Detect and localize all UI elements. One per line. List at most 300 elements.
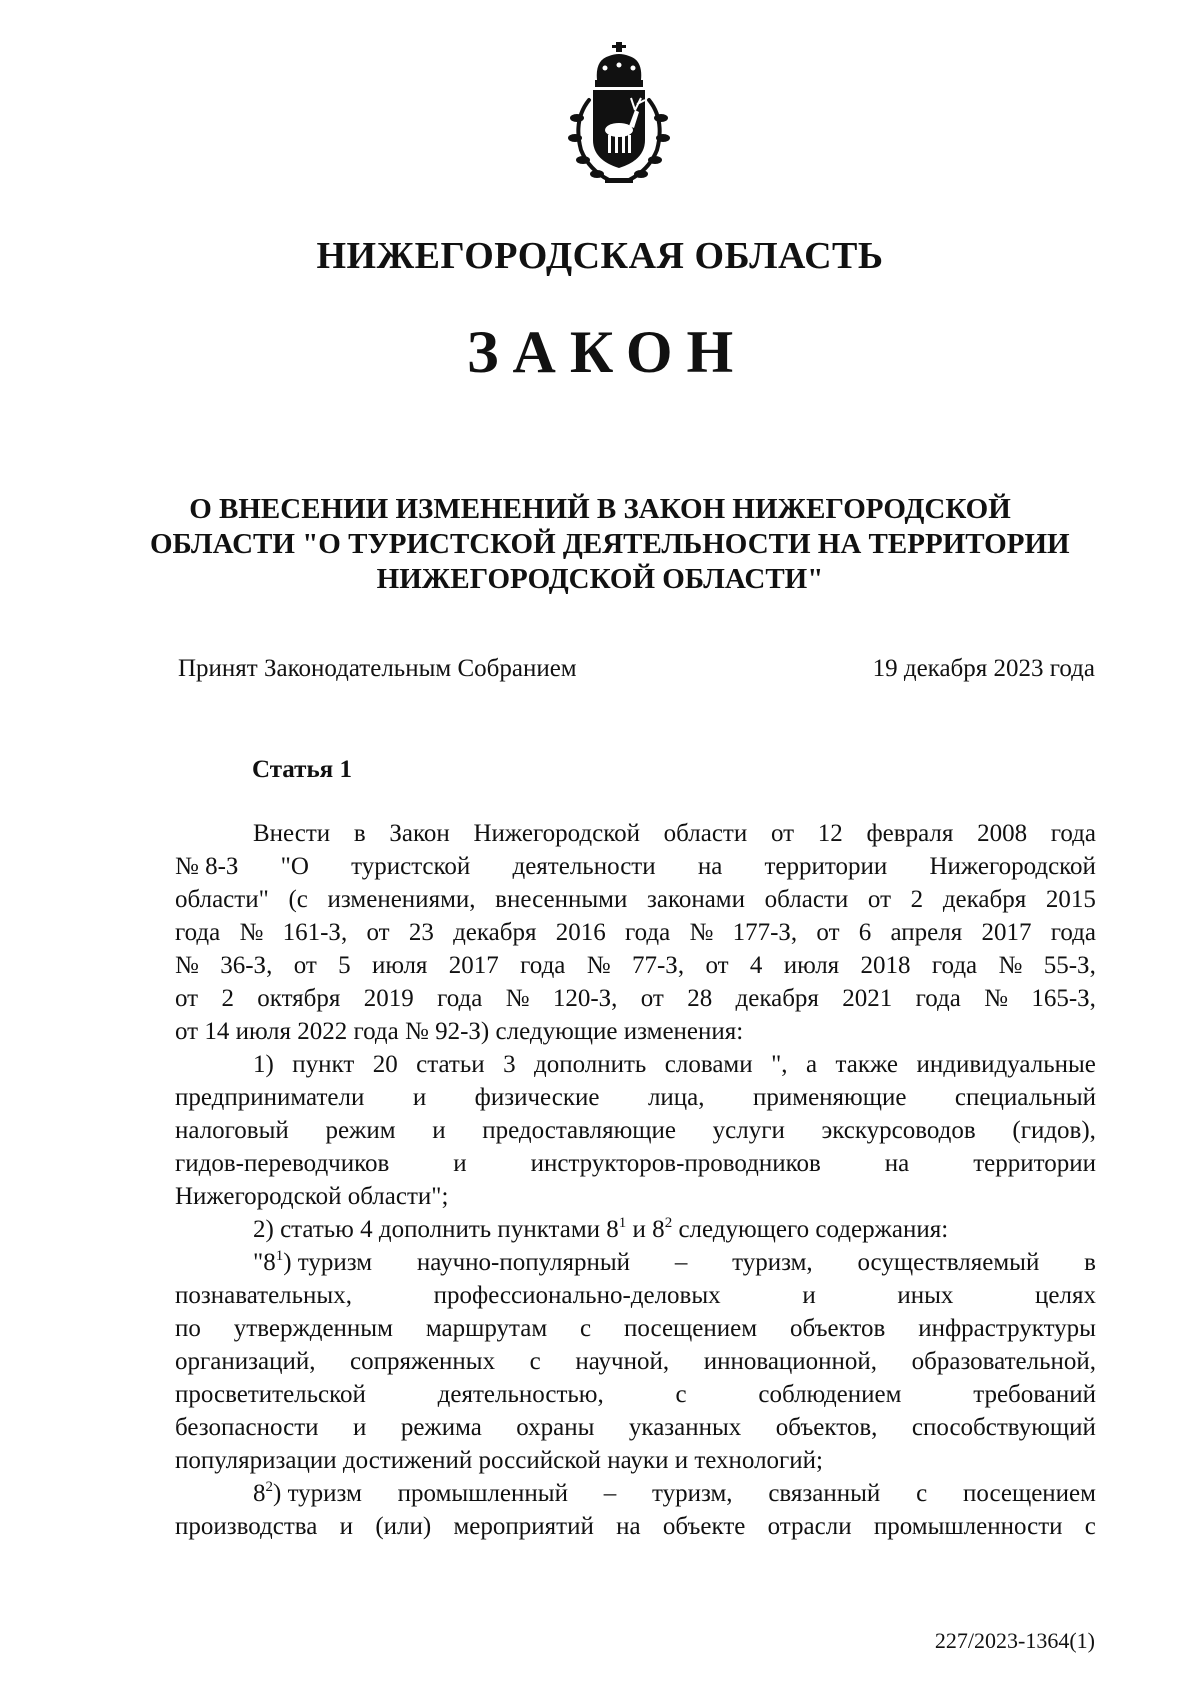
body-word-part: инфраструктуры (918, 1315, 1096, 1342)
body-word (475, 1081, 600, 1114)
body-word-part: № (998, 952, 1023, 979)
body-word (689, 916, 713, 949)
body-word-part: способствующий (911, 1414, 1096, 1441)
body-word (912, 1411, 1096, 1444)
body-word (713, 1114, 785, 1147)
law-title-line: О ВНЕСЕНИИ ИЗМЕНЕНИЙ В ЗАКОН НИЖЕГОРОДСКОЙ (189, 493, 1011, 525)
body-word (1044, 949, 1096, 982)
body-line (175, 1312, 1096, 1345)
body-word (750, 949, 763, 982)
body-word (281, 850, 309, 883)
body-word (372, 949, 427, 982)
law-title-line: ОБЛАСТИ "О ТУРИСТСКОЙ ДЕЯТЕЛЬНОСТИ НА ТЕРРИТОРИИ (150, 528, 1070, 560)
body-word-part: июля (783, 952, 840, 979)
body-word (929, 850, 1095, 883)
body-word (897, 1279, 953, 1312)
adoption-label: Принят Законодательным Собранием (178, 655, 577, 682)
body-word (784, 949, 839, 982)
body-word (647, 883, 745, 916)
body-word (575, 1345, 669, 1378)
body-word-part: 3 (503, 1051, 516, 1078)
body-word (175, 1510, 317, 1543)
body-word (534, 1048, 646, 1081)
body-word-part: ) туризм (283, 1249, 373, 1276)
body-word (340, 1510, 353, 1543)
body-word (1046, 883, 1096, 916)
body-word (963, 1477, 1096, 1510)
body-word-part: познавательных, (175, 1282, 352, 1309)
body-word-part: режим (325, 1117, 396, 1144)
body-word-part: дополнить (534, 1051, 647, 1078)
body-word (790, 1312, 885, 1345)
body-word-part: № (984, 985, 1008, 1012)
body-word (175, 1345, 315, 1378)
body-word-part: в (353, 820, 366, 847)
body-word (288, 883, 307, 916)
body-word-part: (гидов), (1012, 1117, 1096, 1144)
body-word-part: научной, (575, 1348, 670, 1375)
body-word-part: 177-З, (732, 919, 798, 946)
body-word (842, 982, 892, 1015)
body-word (676, 1378, 687, 1411)
body-line (175, 949, 1096, 982)
body-word-part: и 8 (626, 1216, 665, 1243)
body-word-part: 2017 (448, 952, 499, 979)
body-word-part: 161-З, (282, 919, 348, 946)
body-word (652, 1477, 733, 1510)
body-word (220, 949, 272, 982)
body-word-part: года (915, 985, 961, 1012)
body-word-part: 2 (221, 985, 234, 1012)
body-word (175, 883, 269, 916)
body-word (426, 1312, 547, 1345)
body-word-part: (с (288, 886, 308, 913)
body-line (175, 1048, 1096, 1081)
body-word-part: с (580, 1315, 592, 1342)
body-word-part: словами (664, 1051, 753, 1078)
body-word-part: декабря (942, 886, 1027, 913)
body-word (175, 1312, 201, 1345)
body-word-part: 77-З, (631, 952, 685, 979)
body-word (175, 1180, 448, 1213)
body-word (453, 1510, 593, 1543)
body-word (955, 1081, 1096, 1114)
body-word (859, 916, 872, 949)
body-word-part: 2018 (860, 952, 911, 979)
body-word-part: требований (973, 1381, 1096, 1408)
body-line (175, 1411, 1096, 1444)
body-line (175, 1213, 1096, 1246)
body-word-part: декабря (735, 985, 819, 1012)
body-word-part: на (616, 1513, 641, 1540)
body-word (389, 817, 449, 850)
body-word-part: 5 (338, 952, 351, 979)
body-word-part: области" (175, 886, 269, 913)
body-word-part: объекте (662, 1513, 746, 1540)
body-word (758, 1378, 901, 1411)
body-word-part: связанный (768, 1480, 881, 1507)
body-word-part: июля (372, 952, 428, 979)
body-word-part: 6 (858, 919, 872, 946)
body-word (648, 1081, 705, 1114)
body-word (932, 949, 977, 982)
body-word-part: № 8-З (175, 853, 239, 880)
body-word-part: физические (474, 1084, 600, 1111)
body-word-part: 20 (372, 1051, 398, 1078)
body-word (918, 1312, 1096, 1345)
body-word (776, 1411, 878, 1444)
body-line (175, 1444, 1096, 1477)
body-word-part: и (339, 1513, 354, 1540)
body-word (175, 949, 199, 982)
body-word-part: налоговый (175, 1117, 289, 1144)
body-word-part: иных (897, 1282, 954, 1309)
body-word (765, 883, 849, 916)
body-word (257, 982, 340, 1015)
body-word-part: Внести (253, 820, 331, 847)
body-word (861, 949, 911, 982)
body-line (175, 982, 1096, 1015)
body-word (912, 1345, 1096, 1378)
law-title (150, 492, 1070, 597)
body-word-part: просветительской (175, 1381, 366, 1408)
body-word-part: посещением (962, 1480, 1096, 1507)
body-word (292, 1048, 354, 1081)
document-type-heading: ЗАКОН (466, 319, 748, 385)
body-line (175, 916, 1096, 949)
body-word (771, 1048, 787, 1081)
body-word (325, 1114, 395, 1147)
body-word-part: научно-популярный (416, 1249, 631, 1276)
region-heading: НИЖЕГОРОДСКАЯ ОБЛАСТЬ (316, 235, 884, 277)
body-word-part: 2016 (555, 919, 606, 946)
body-word-part: внесенными (495, 886, 628, 913)
body-word-part: соблюдением (758, 1381, 902, 1408)
body-word (733, 916, 798, 949)
body-word (625, 916, 670, 949)
body-word-part: 2 (910, 886, 924, 913)
body-word-part: утвержденным (233, 1315, 393, 1342)
body-word-part: от (640, 985, 664, 1012)
body-word (616, 1510, 640, 1543)
body-word (294, 949, 317, 982)
body-word-part: с (916, 1480, 928, 1507)
body-word-part: индивидуальные (916, 1051, 1096, 1078)
body-word (768, 1477, 880, 1510)
body-word-part: деятельностью, (437, 1381, 604, 1408)
body-word-part: изменениями, (327, 886, 476, 913)
body-word (556, 916, 606, 949)
body-word-part: 1) (253, 1051, 274, 1078)
body-word-part: указанных (628, 1414, 742, 1441)
body-word-part: года (624, 919, 671, 946)
body-word (629, 1411, 741, 1444)
body-word (580, 1312, 591, 1345)
body-word (375, 1510, 431, 1543)
body-word-part: № (689, 919, 714, 946)
body-word-part: от (175, 985, 199, 1012)
body-word-part: № (175, 952, 199, 979)
body-word-part: инструкторов-проводников (530, 1150, 821, 1177)
body-word-part: – (674, 1249, 688, 1276)
body-word-part: инновационной, (703, 1348, 878, 1375)
body-word (916, 1048, 1095, 1081)
body-word-part: экскурсоводов (821, 1117, 976, 1144)
body-word (175, 850, 238, 883)
body-word-part: объектов, (775, 1414, 878, 1441)
body-word (516, 1411, 594, 1444)
body-word-part: статьи (416, 1051, 485, 1078)
body-word-part: 28 (687, 985, 713, 1012)
body-word (768, 1510, 852, 1543)
body-word (984, 982, 1008, 1015)
body-word (366, 916, 389, 949)
body-word (495, 883, 627, 916)
body-word-part: и (453, 1150, 467, 1177)
body-word-part: Нижегородской (473, 820, 640, 847)
body-word (632, 949, 684, 982)
body-word (253, 1213, 948, 1246)
body-word-part: ) туризм (273, 1480, 362, 1507)
body-line (175, 883, 1096, 916)
body-word-part: с (1084, 1513, 1096, 1540)
body-word-part: мероприятий (453, 1513, 594, 1540)
body-word (482, 1114, 676, 1147)
body-word-part: применяющие (753, 1084, 907, 1111)
body-word (916, 1477, 927, 1510)
body-word (771, 817, 794, 850)
body-word-part: 2008 (977, 820, 1028, 847)
body-word-part: от (293, 952, 317, 979)
body-word (253, 1048, 274, 1081)
article-body (175, 817, 1096, 1543)
body-word (874, 1510, 1063, 1543)
coat-of-arms-emblem (559, 40, 679, 190)
body-word-part: и (432, 1117, 446, 1144)
law-title-line: НИЖЕГОРОДСКОЙ ОБЛАСТИ" (376, 563, 824, 595)
body-word-part: территории (973, 1150, 1096, 1177)
body-word-part: 36-З, (220, 952, 273, 979)
body-word (512, 850, 655, 883)
body-word (698, 850, 722, 883)
body-word (506, 982, 530, 1015)
body-line (175, 1147, 1096, 1180)
body-word (239, 916, 263, 949)
body-word-part: по (175, 1315, 201, 1342)
body-word-part: № (586, 952, 611, 979)
body-word-part: и (802, 1282, 816, 1309)
body-word-part: октября (257, 985, 341, 1012)
body-word-part: на (697, 853, 723, 880)
body-word-part: маршрутам (425, 1315, 548, 1342)
body-word (338, 949, 351, 982)
body-word (822, 1114, 976, 1147)
body-word-part: безопасности (175, 1414, 319, 1441)
body-word (687, 982, 712, 1015)
body-word-part: сопряженных (350, 1348, 496, 1375)
body-word (175, 1015, 743, 1048)
body-word (732, 1246, 813, 1279)
body-word-part: (или) (375, 1513, 432, 1540)
body-word (1084, 1246, 1096, 1279)
body-word-part: туризм, (651, 1480, 733, 1507)
body-word (663, 1510, 745, 1543)
body-word-part: и (412, 1084, 427, 1111)
body-word (973, 1147, 1096, 1180)
body-word (354, 817, 366, 850)
body-word-part: охраны (516, 1414, 595, 1441)
superscript-index: 2 (664, 1215, 673, 1231)
body-word-part: услуги (712, 1117, 785, 1144)
body-word-part: территории (764, 853, 888, 880)
document-number: 227/2023-1364(1) (934, 1628, 1095, 1653)
body-word (1085, 1510, 1096, 1543)
body-line (175, 1510, 1096, 1543)
body-word-part: промышленности (873, 1513, 1063, 1540)
body-word (373, 1048, 398, 1081)
body-word-part: предоставляющие (482, 1117, 676, 1144)
body-word-part: 2019 (363, 985, 414, 1012)
body-word (1035, 1279, 1096, 1312)
body-word (175, 1114, 289, 1147)
body-word-part: с (529, 1348, 541, 1375)
body-word-part: 120-З, (552, 985, 618, 1012)
body-word-part: а (805, 1051, 818, 1078)
body-word-part: года (175, 919, 221, 946)
body-word-part: организаций, (175, 1348, 316, 1375)
body-word (1051, 916, 1096, 949)
body-line (175, 1279, 1096, 1312)
body-word-part: осуществляемый (857, 1249, 1040, 1276)
body-line (175, 1477, 1096, 1510)
body-word-part: от (867, 886, 892, 913)
body-word (982, 916, 1032, 949)
body-word-part: гидов-переводчиков (175, 1150, 390, 1177)
body-word (351, 850, 470, 883)
body-word (868, 883, 891, 916)
body-word (604, 1477, 617, 1510)
body-word (866, 817, 953, 850)
body-word (530, 1345, 541, 1378)
body-word-part: "О (280, 853, 309, 880)
body-word-part: предприниматели (175, 1084, 365, 1111)
body-word (916, 982, 961, 1015)
body-word-part: отрасли (767, 1513, 852, 1540)
body-word-part: туристской (351, 853, 471, 880)
body-word (409, 916, 434, 949)
body-word (587, 949, 611, 982)
body-line (175, 1081, 1096, 1114)
body-word-part: промышленный (397, 1480, 568, 1507)
body-word-part: Нижегородской (929, 853, 1096, 880)
body-word (253, 1246, 372, 1279)
body-word-part: года (1050, 919, 1096, 946)
body-word-part: 23 (408, 919, 434, 946)
body-word (474, 817, 640, 850)
body-word-part: следующего содержания: (672, 1216, 949, 1243)
body-word-part: лица, (647, 1084, 705, 1111)
body-word-part: объектов (789, 1315, 886, 1342)
body-word-part: от (770, 820, 795, 847)
body-word-part: и (352, 1414, 367, 1441)
body-word (417, 1246, 630, 1279)
body-word (503, 1048, 516, 1081)
body-word-part: от 14 июля 2022 года № 92-З) следующие изменения: (175, 1018, 744, 1045)
body-word (675, 1246, 688, 1279)
body-word (175, 1081, 364, 1114)
body-word-part: 4 (749, 952, 763, 979)
adoption-line (178, 655, 1095, 683)
body-word (816, 916, 839, 949)
body-word (328, 883, 476, 916)
body-word-part: туризм, (732, 1249, 813, 1276)
body-word-part: апреля (890, 919, 963, 946)
body-word (705, 949, 728, 982)
body-word-part: 2017 (981, 919, 1032, 946)
body-word (253, 817, 330, 850)
body-word (416, 1048, 484, 1081)
body-word-part: производства (175, 1513, 318, 1540)
body-word (175, 1147, 389, 1180)
body-word (350, 1345, 495, 1378)
body-word (999, 949, 1023, 982)
body-word-part: целях (1035, 1282, 1096, 1309)
body-word (818, 817, 843, 850)
body-line (175, 1378, 1096, 1411)
body-word-part: года (931, 952, 978, 979)
body-word-part: посещением (624, 1315, 758, 1342)
body-word (434, 1279, 721, 1312)
body-word (665, 1048, 753, 1081)
superscript-index: 1 (275, 1248, 284, 1264)
body-word-part: – (603, 1480, 617, 1507)
body-word-part: декабря (453, 919, 537, 946)
body-word-part: законами (646, 886, 746, 913)
body-word (437, 982, 482, 1015)
body-word-part: 12 (817, 820, 843, 847)
body-word (736, 982, 819, 1015)
body-word (175, 1378, 366, 1411)
body-word (1012, 1114, 1096, 1147)
body-word (911, 883, 924, 916)
body-word (802, 1279, 815, 1312)
body-word-part: образовательной, (911, 1348, 1096, 1375)
body-word-part: от (816, 919, 840, 946)
body-word (432, 1114, 445, 1147)
body-word (836, 1048, 899, 1081)
body-word-part: Закон (389, 820, 450, 847)
body-word (704, 1345, 877, 1378)
body-word (641, 982, 664, 1015)
body-word-part: 55-З, (1043, 952, 1096, 979)
body-line (175, 850, 1096, 883)
body-word (398, 1477, 568, 1510)
body-word-part: № (505, 985, 530, 1012)
body-word (253, 1477, 362, 1510)
superscript-index: 2 (265, 1479, 273, 1495)
body-word (234, 1312, 393, 1345)
body-word (943, 883, 1026, 916)
body-word-part: 165-З, (1031, 985, 1096, 1012)
body-line (175, 1246, 1096, 1279)
body-word-part: февраля (866, 820, 954, 847)
adoption-date: 19 декабря 2023 года (872, 655, 1095, 682)
body-word-part: пункт (292, 1051, 355, 1078)
article-heading: Статья 1 (252, 756, 352, 783)
body-word-part: № (239, 919, 264, 946)
body-word (806, 1048, 817, 1081)
body-word-part: деятельности (512, 853, 656, 880)
